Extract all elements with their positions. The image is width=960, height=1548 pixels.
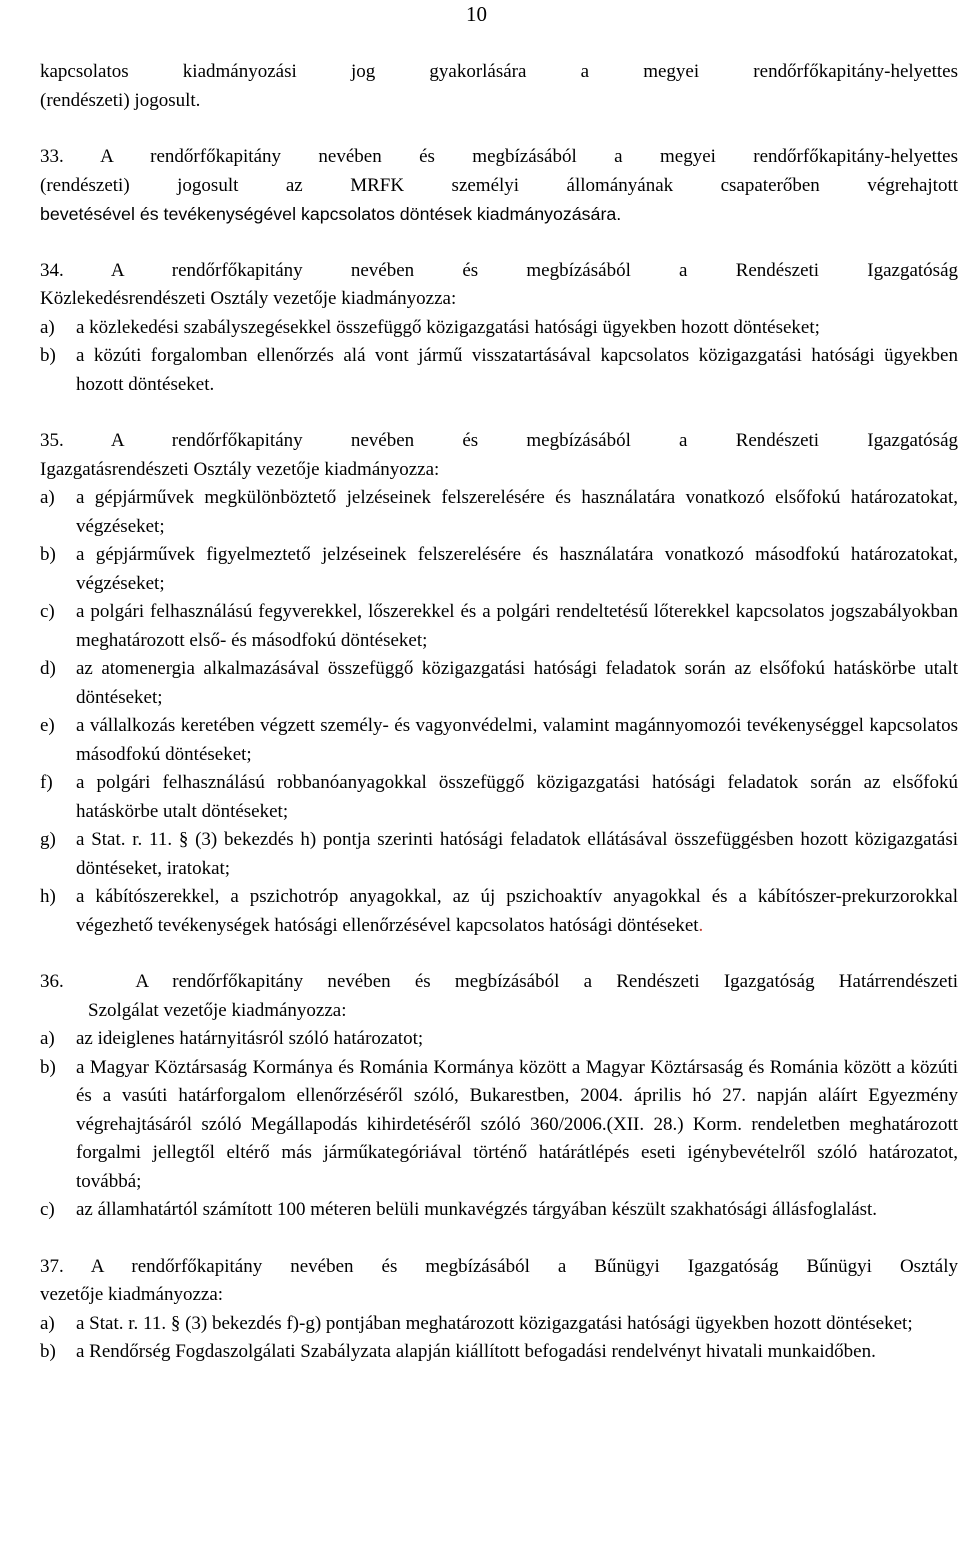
list-item-text: a polgári felhasználású fegyverekkel, lőszerekkel és a polgári rendeltetésű lőterekkel kapcsolatos jogszabályokban meghatározott első- és másodfokú döntéseket; (76, 601, 958, 651)
list-item (40, 826, 958, 883)
section-33-line-2: (rendészeti) jogosult az MRFK személyi állományának csapaterőben végrehajtott (40, 174, 958, 196)
list-item (40, 655, 958, 712)
list-item (40, 1196, 958, 1225)
list-marker: f) (40, 772, 53, 793)
section-33 (40, 143, 958, 229)
list-item (40, 712, 958, 769)
intro-paragraph (40, 58, 958, 115)
list-item-text: a Magyar Köztársaság Kormánya és Románia Kormánya között a Magyar Köztársaság és Románia között a közúti és a vasúti határforgalom ellenőrzéséről szóló, Bukarestben, 2004. április hó 27. napján aláírt Egyezmény végrehajtásáról szóló Megállapodás kihirdetéséről szóló 360/2006.(XII. 28.) Korm. rendeletben meghatározott forgalmi jellegtől eltérő más járműkategóriával történő határátlépés eseti igénybevételről szóló határozatot, továbbá; (76, 1056, 958, 1192)
list-item (40, 769, 958, 826)
list-item-text-main: a kábítószerekkel, a pszichotróp anyagokkal, az új pszichoaktív anyagokkal és a kábítószer-prekurzorokkal végezhető tevékenységek hatósági ellenőrzésével kapcsolatos hatósági döntéseket (76, 886, 958, 936)
list-marker: a) (40, 316, 55, 338)
list-item-text: az ideiglenes határnyitásról szóló határozatot; (76, 1028, 424, 1049)
list-item-text (76, 883, 958, 940)
section-36 (40, 968, 958, 1225)
section-37-heading: 37. A rendőrfőkapitány nevében és megbízásából a Bűnügyi Igazgatóság Bűnügyi Osztály (40, 1255, 958, 1277)
list-item (40, 1054, 958, 1197)
section-36-heading: 36. A rendőrfőkapitány nevében és megbízásából a Rendészeti Igazgatóság Határrendészeti (40, 971, 958, 992)
list-marker: a) (40, 1312, 55, 1334)
list-marker: b) (40, 1341, 56, 1362)
section-37-heading-cont: vezetője kiadmányozza: (40, 1284, 224, 1305)
list-item (40, 541, 958, 598)
list-item-text: a közlekedési szabályszegésekkel összefüggő közigazgatási hatósági ügyekben hozott döntéseket; (76, 316, 820, 338)
section-37 (40, 1253, 958, 1367)
list-item (40, 484, 958, 541)
list-marker: c) (40, 1199, 55, 1220)
list-item-text: az atomenergia alkalmazásával összefüggő közigazgatási hatósági feladatok során az elsőfokú hatáskörbe utalt döntéseket; (76, 658, 958, 708)
section-36-heading-cont: Szolgálat vezetője kiadmányozza: (88, 999, 347, 1021)
list-item-text: a közúti forgalomban ellenőrzés alá vont jármű visszatartásával kapcsolatos közigazgatási hatósági ügyekben hozott döntéseket. (76, 345, 958, 395)
intro-line-2: (rendészeti) jogosult. (40, 89, 201, 111)
section-35-heading: 35. A rendőrfőkapitány nevében és megbízásából a Rendészeti Igazgatóság (40, 430, 958, 451)
list-marker: a) (40, 487, 55, 508)
section-34-heading: 34. A rendőrfőkapitány nevében és megbízásából a Rendészeti Igazgatóság (40, 259, 958, 281)
list-marker: h) (40, 886, 56, 907)
list-item (40, 1310, 958, 1339)
intro-line-1: kapcsolatos kiadmányozási jog gyakorlására a megyei rendőrfőkapitány-helyettes (40, 61, 958, 82)
list-marker: d) (40, 658, 56, 679)
list-item (40, 598, 958, 655)
list-marker: b) (40, 544, 56, 565)
section-34 (40, 257, 958, 400)
list-item (40, 883, 958, 940)
document-body (40, 58, 958, 1367)
list-item-text: a vállalkozás keretében végzett személy- és vagyonvédelmi, valamint magánnyomozói tevékenységgel kapcsolatos másodfokú döntéseket; (76, 715, 958, 765)
list-marker: e) (40, 715, 55, 736)
list-marker: b) (40, 345, 56, 366)
section-33-line-3: bevetésével és tevékenységével kapcsolatos döntések kiadmányozására. (40, 204, 622, 224)
list-item-text: a gépjárművek figyelmeztető jelzéseinek felszerelésére és használatára vonatkozó másodfokú határozatokat, végzéseket; (76, 544, 958, 594)
trailing-period: . (698, 914, 704, 936)
list-marker: b) (40, 1056, 56, 1078)
list-item (40, 1025, 958, 1054)
list-marker: a) (40, 1028, 55, 1049)
section-33-line-1: 33. A rendőrfőkapitány nevében és megbízásából a megyei rendőrfőkapitány-helyettes (40, 146, 958, 167)
page-number: 10 (466, 2, 487, 26)
list-item-text: a polgári felhasználású robbanóanyagokkal összefüggő közigazgatási hatósági feladatok során az elsőfokú hatáskörbe utalt döntéseket; (76, 772, 958, 822)
list-item-text: a gépjárművek megkülönböztető jelzéseinek felszerelésére és használatára vonatkozó elsőfokú határozatokat, végzéseket; (76, 487, 958, 537)
list-item-text: a Stat. r. 11. § (3) bekezdés h) pontja szerinti hatósági feladatok ellátásával összefüggésben hozott közigazgatási döntéseket, iratokat; (76, 829, 958, 879)
list-item-text: a Rendőrség Fogdaszolgálati Szabályzata alapján kiállított befogadási rendelvényt hivatali munkaidőben. (76, 1341, 876, 1362)
list-item (40, 342, 958, 399)
section-35 (40, 427, 958, 940)
list-item (40, 314, 958, 343)
section-35-heading-cont: Igazgatásrendészeti Osztály vezetője kiadmányozza: (40, 458, 440, 480)
list-item-text: a Stat. r. 11. § (3) bekezdés f)-g) pontjában meghatározott közigazgatási hatósági ügyekben hozott döntéseket; (76, 1312, 913, 1334)
list-marker: c) (40, 601, 55, 622)
list-marker: g) (40, 829, 56, 850)
list-item (40, 1338, 958, 1367)
list-item-text: az államhatártól számított 100 méteren belüli munkavégzés tárgyában készült szakhatósági állásfoglalást. (76, 1199, 878, 1220)
section-34-heading-cont: Közlekedésrendészeti Osztály vezetője kiadmányozza: (40, 288, 457, 309)
